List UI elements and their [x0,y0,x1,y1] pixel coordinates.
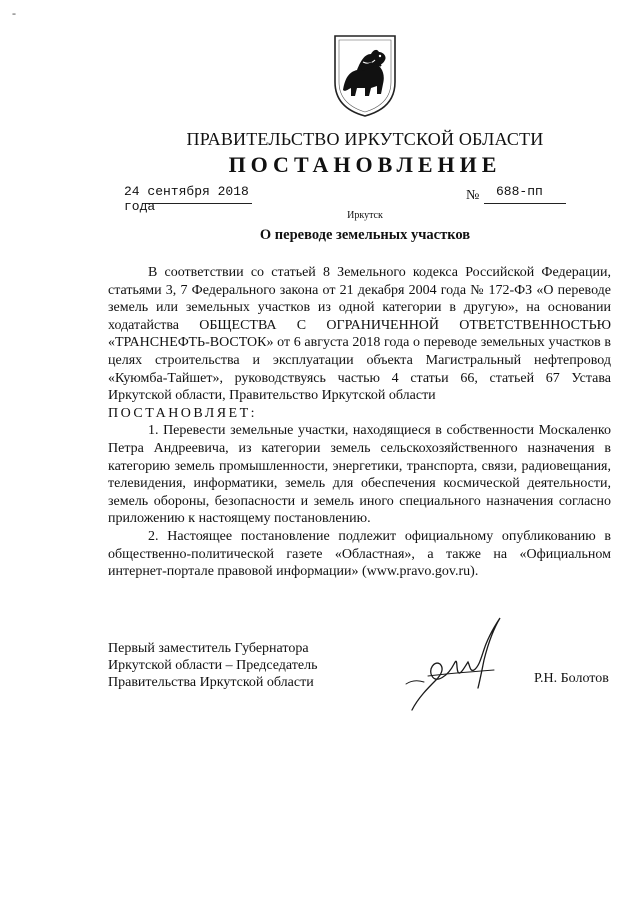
signer-name: Р.Н. Болотов [534,671,609,686]
city-name: Иркутск [347,210,383,221]
signer-position-line: Иркутской области – Председатель [108,658,318,673]
government-title: ПРАВИТЕЛЬСТВО ИРКУТСКОЙ ОБЛАСТИ [186,129,544,149]
signature-icon [398,614,508,714]
stray-mark: - [12,6,16,20]
document-body [108,264,611,581]
signer-position-line: Первый заместитель Губернатора [108,641,309,656]
coat-of-arms-icon [327,28,403,120]
document-type: ПОСТАНОВЛЕНИЕ [228,152,502,177]
item-1-paragraph: 1. Перевести земельные участки, находящиеся в собственности Москаленко Петра Андреевича, из категории земель сельскохозяйственного назначения в категорию земель промышленности, энергетики, транспорта, связи, радиовещания, телевидения, информатики, земель для обеспечения космической деятельности, земель обороны, безопасности и земель иного специального назначения согласно приложению к настоящему постановлению. [108,423,611,527]
number-sign: № [466,188,480,203]
preamble-paragraph: В соответствии со статьей 8 Земельного кодекса Российской Федерации, статьями 3, 7 Федерального закона от 21 декабря 2004 года № 172-ФЗ «О переводе земель или земельных участков из одной категории в другую», на основании ходатайства ОБЩЕСТВА С ОГРАНИЧЕННОЙ ОТВЕТСТВЕННОСТЬЮ «ТРАНСНЕФТЬ-ВОСТОК» от 6 августа 2018 года о переводе земельных участков в целях строительства и эксплуатации объекта Магистральный нефтепровод «Куюмба-Тайшет», руководствуясь частью 4 статьи 66, статьей 67 Устава Иркутской области, Правительство Иркутской области [108,265,611,404]
number-underline [484,203,566,204]
document-subject: О переводе земельных участков [259,227,471,243]
document-number: 688-пп [496,184,543,199]
document-date: 24 сентября 2018 года [124,184,249,214]
decree-word: ПОСТАНОВЛЯЕТ: [108,405,258,421]
date-underline [146,203,252,204]
signer-position [108,640,368,691]
signer-position-line: Правительства Иркутской области [108,675,314,690]
item-2-paragraph: 2. Настоящее постановление подлежит официальному опубликованию в общественно-политической газете «Областная», а также на «Официальном интернет-портале правовой информации» (www.pravo.gov.ru). [108,528,611,580]
